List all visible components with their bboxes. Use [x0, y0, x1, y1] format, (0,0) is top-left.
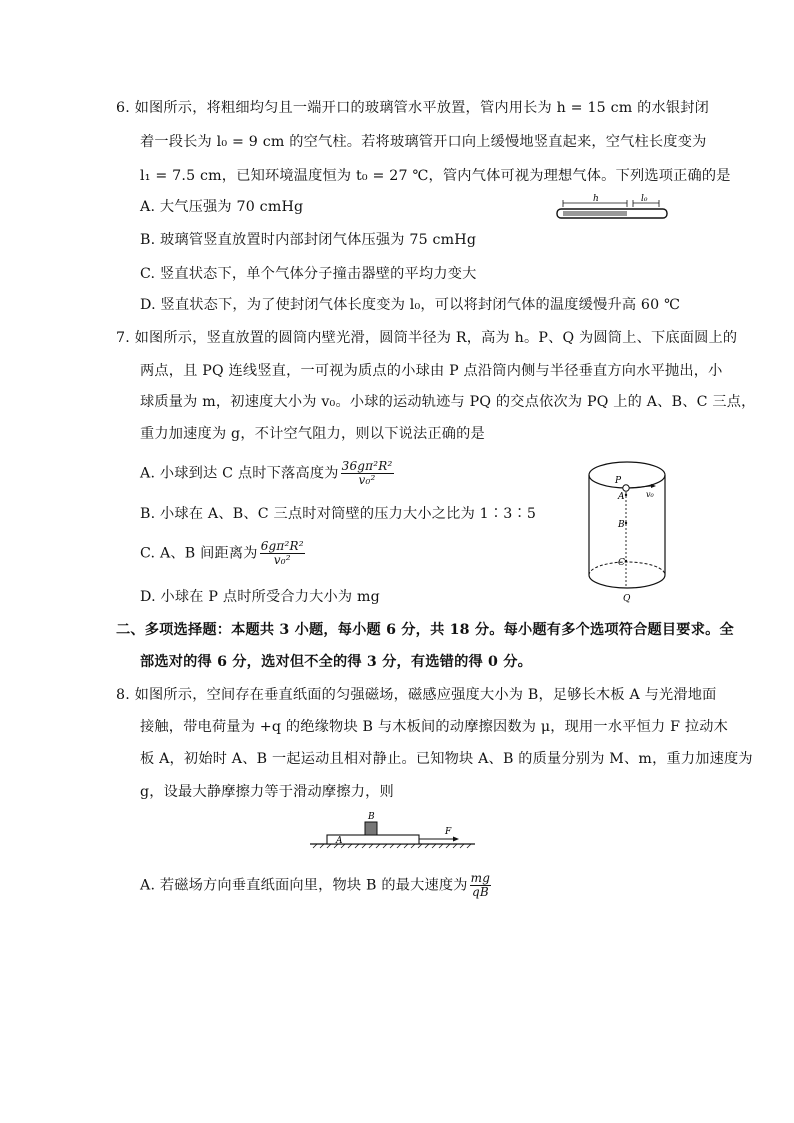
q7-fig-label-p: P [615, 476, 622, 486]
q6-option-a: A. 大气压强为 70 cmHg [140, 199, 304, 215]
q7-stem-line-3: 球质量为 m，初速度大小为 v₀。小球的运动轨迹与 PQ 的交点依次为 PQ 上的 A、B、C 三点， [140, 394, 756, 410]
q7-option-c-numerator: 6gπ²R² [260, 539, 304, 553]
q6-option-b: B. 玻璃管竖直放置时内部封闭气体压强为 75 cmHg [140, 232, 477, 248]
q6-fig-label-h: h [593, 194, 599, 204]
q7-cylinder-figure [585, 455, 675, 607]
q7-fig-label-a: A [618, 492, 625, 502]
q6-glass-tube-figure [555, 192, 675, 226]
q7-option-a [140, 460, 396, 487]
q6-stem-line-2: 着一段长为 l₀ = 9 cm 的空气柱。若将玻璃管开口向上缓慢地竖直起来，空气柱长度变为 [140, 134, 707, 150]
q7-option-a-numerator: 36gπ²R² [341, 459, 393, 473]
q8-option-a-denominator: qB [471, 885, 489, 899]
section-2-heading-line-2: 部选对的得 6 分，选对但不全的得 3 分，有选错的得 0 分。 [140, 654, 532, 670]
q7-option-c [140, 540, 307, 567]
q8-stem-line-2: 接触，带电荷量为 +q 的绝缘物块 B 与木板间的动摩擦因数为 μ，现用一水平恒力 F 拉动木 [140, 719, 728, 735]
section-2-heading-line-1: 二、多项选择题：本题共 3 小题，每小题 6 分，共 18 分。每小题有多个选项符合题目要求。全 [116, 622, 734, 638]
q8-fig-label-a: A [336, 836, 343, 846]
q7-stem-line-1: 7. 如图所示，竖直放置的圆筒内壁光滑，圆筒半径为 R，高为 h。P、Q 为圆筒上、下底面圆上的 [116, 330, 738, 346]
q7-option-d: D. 小球在 P 点时所受合力大小为 mg [140, 589, 380, 605]
q6-stem-line-3: l₁ = 7.5 cm，已知环境温度恒为 t₀ = 27 ℃，管内气体可视为理想气体。下列选项正确的是 [140, 168, 731, 184]
q7-option-c-text: C. A、B 间距离为 [140, 545, 258, 562]
q6-option-d: D. 竖直状态下，为了使封闭气体长度变为 l₀，可以将封闭气体的温度缓慢升高 60 ℃ [140, 297, 681, 313]
q7-option-c-denominator: v₀² [273, 553, 291, 567]
q8-board-block-figure [305, 808, 485, 856]
q7-stem-line-2: 两点，且 PQ 连线竖直，一可视为质点的小球由 P 点沿筒内侧与半径垂直方向水平抛出，小 [140, 363, 723, 379]
q8-option-a-text: A. 若磁场方向垂直纸面向里，物块 B 的最大速度为 [140, 877, 468, 894]
q7-fig-label-b: B [618, 520, 625, 530]
q8-option-a-fraction [470, 872, 491, 899]
q8-option-a-numerator: mg [470, 871, 491, 885]
q7-fig-label-c: C [618, 558, 625, 568]
q7-option-b: B. 小球在 A、B、C 三点时对筒壁的压力大小之比为 1∶3∶5 [140, 506, 537, 522]
q7-option-a-denominator: v₀² [358, 473, 376, 487]
q7-option-c-fraction [260, 540, 305, 567]
q6-stem-line-1: 6. 如图所示，将粗细均匀且一端开口的玻璃管水平放置，管内用长为 h = 15 cm 的水银封闭 [116, 100, 710, 116]
q8-fig-label-b: B [368, 812, 375, 822]
q7-stem-line-4: 重力加速度为 g，不计空气阻力，则以下说法正确的是 [140, 426, 485, 442]
q7-fig-label-v0: v₀ [646, 490, 654, 499]
q8-stem-line-4: g，设最大静摩擦力等于滑动摩擦力，则 [140, 784, 394, 800]
q8-option-a [140, 872, 493, 899]
q8-fig-label-f: F [445, 827, 452, 837]
q7-fig-label-q: Q [623, 594, 631, 604]
q7-option-a-fraction [341, 460, 394, 487]
q7-option-a-text: A. 小球到达 C 点时下落高度为 [140, 465, 339, 482]
q8-stem-line-1: 8. 如图所示，空间存在垂直纸面的匀强磁场，磁感应强度大小为 B，足够长木板 A 与光滑地面 [116, 687, 717, 703]
q6-fig-label-l0: l₀ [641, 194, 648, 204]
q8-stem-line-3: 板 A，初始时 A、B 一起运动且相对静止。已知物块 A、B 的质量分别为 M、m，重力加速度为 [140, 751, 753, 767]
q6-option-c: C. 竖直状态下，单个气体分子撞击器壁的平均力变大 [140, 266, 477, 282]
